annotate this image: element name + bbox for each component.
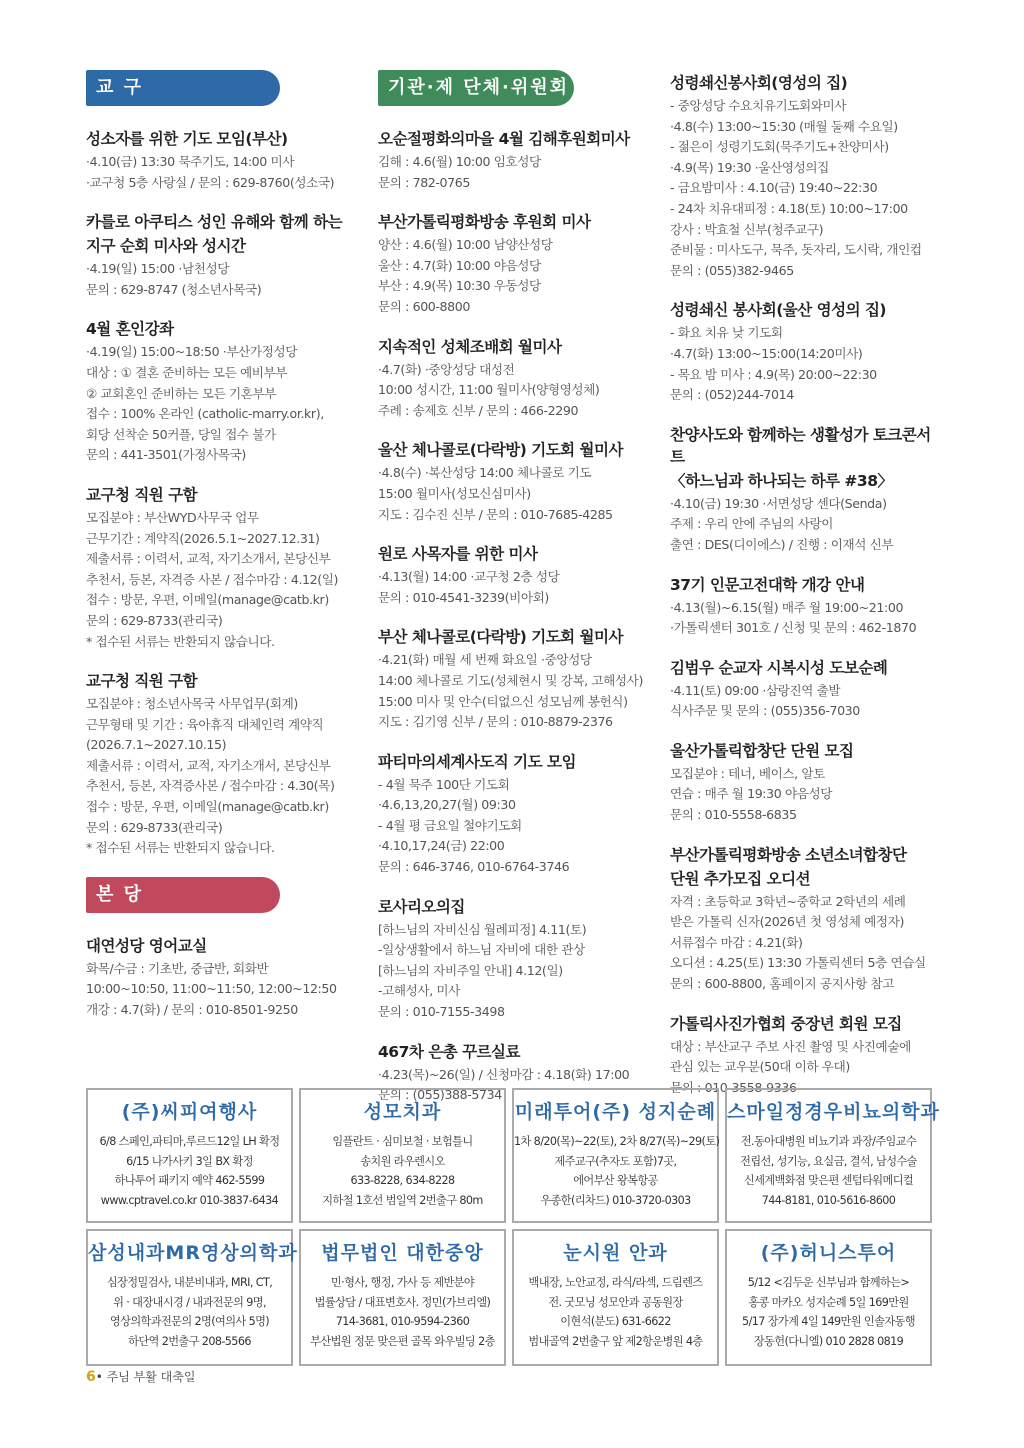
notice-item [86,935,358,1021]
notice-detail: 문의 : 782-0765 [378,174,471,190]
advertisement-line: 714-3681, 010-9594-2360 [335,1315,470,1329]
notice-detail: ·4.23(목)~26(일) / 신청마감 : 4.18(화) 17:00 [378,1066,630,1082]
advertisement-line: 6/15 나가사키 3일 BX 확정 [126,1154,253,1168]
notice-detail: ·4.11(토) 09:00 ·삼랑진역 출발 [670,682,841,698]
notice-detail: 제출서류 : 이력서, 교적, 자기소개서, 본당신부 [86,757,331,773]
notice-detail: (2026.7.1~2027.10.15) [86,737,227,753]
notice-detail: ·4.19(일) 15:00~18:50 ·부산가정성당 [86,344,297,360]
advertisement-line: 범내골역 2번출구 앞 제2항운병원 4층 [528,1334,703,1348]
advertisement-box [512,1088,719,1223]
notice-detail: 문의 : (055)388-5734 [378,1087,502,1103]
notice-item [378,211,650,317]
advertisement-title: 눈시원 안과 [563,1242,668,1264]
notice-detail: 관심 있는 교우분(50대 이하 우대) [670,1059,850,1075]
notice-title: 성령쇄신봉사회(영성의 집) [670,74,848,92]
notice-detail: 15:00 월미사(성모신심미사) [378,485,531,501]
notice-detail: 근무기간 : 계약직(2026.5.1~2027.12.31) [86,530,320,546]
notice-detail: 주제 : 우리 안에 주님의 사랑이 [670,516,834,532]
notice-detail: 근무형태 및 기간 : 육아휴직 대체인력 계약직 [86,716,324,732]
advertisement-title: 삼성내과MR영상의학과 [88,1242,298,1264]
notice-detail: ·4.8(수) ·복산성당 14:00 체나콜로 기도 [378,465,592,481]
notice-item [670,424,942,556]
notice-detail: 모집분야 : 테너, 베이스, 알토 [670,765,825,781]
column-middle [378,70,650,1124]
advertisement-line: 6/8 스페인,파티마,루르드12일 LH 확정 [99,1135,280,1148]
notice-detail: 부산 : 4.9(목) 10:30 우동성당 [378,278,541,294]
advertisement-title: 스마일정경우비뇨의학과 [727,1101,940,1123]
notice-title: 467차 은총 꾸르실료 [378,1042,520,1061]
advertisement-line: 송치원 라우렌시오 [360,1154,445,1168]
notice-title: 오순절평화의마을 4월 김해후원회미사 [378,130,630,148]
notice-detail: 10:00~10:50, 11:00~11:50, 12:00~12:50 [86,981,337,997]
notice-detail: ·4.8(수) 13:00~15:30 (매월 둘째 수요일) [670,118,898,134]
advertisement-grid [86,1088,942,1366]
advertisement-line: 하단역 2번출구 208-5566 [128,1334,251,1348]
notice-title: 〈하느님과 하나되는 하루 #38〉 [670,471,893,490]
advertisement-title: (주)허니스투어 [760,1242,897,1264]
advertisement-title: 미래투어(주) 성지순례 [514,1101,717,1123]
notice-title: 지구 순회 미사와 성시간 [86,237,246,256]
advertisement-title: 법무법인 대한중앙 [321,1242,484,1264]
advertisement-line: 신세계백화점 맞은편 센텀타워메디컬 [743,1174,914,1188]
notice-detail: 주례 : 송제호 신부 / 문의 : 466-2290 [378,402,579,418]
notice-detail: 출연 : DES(디이에스) / 진행 : 이재석 신부 [670,536,894,552]
notice-item [670,740,942,826]
advertisement-line: 법률상담 / 대표변호사. 정민(가브리엘) [314,1295,491,1309]
advertisement-title: (주)씨피여행사 [121,1101,258,1123]
notice-title: 성소자를 위한 기도 모임(부산) [86,130,288,148]
notice-detail: ·4.13(월) 14:00 ·교구청 2층 성당 [378,569,560,585]
notice-detail: 강사 : 박효철 신부(청주교구) [670,221,824,237]
notice-detail: 15:00 미사 및 안수(티없으신 성모님께 봉헌식) [378,693,628,709]
notice-detail: -일상생활에서 하느님 자비에 대한 관상 [378,942,585,958]
notice-detail: ·4.19(일) 15:00 ·남천성당 [86,261,230,277]
notice-detail: ·4.7(화) ·중앙성당 대성전 [378,361,515,377]
notice-item [378,751,650,878]
parish-items [86,935,358,1021]
notice-title: 카를로 아쿠티스 성인 유해와 함께 하는 [86,213,343,232]
notice-detail: - 4월 평 금요일 철야기도회 [378,817,522,833]
notice-detail: ·4.7(화) 13:00~15:00(14:20미사) [670,345,863,361]
advertisement-box [299,1229,506,1366]
notice-item [86,128,358,193]
notice-detail: 식사주문 및 문의 : (055)356-7030 [670,703,860,719]
notice-title: 부산 체나콜로(다락방) 기도회 월미사 [378,628,623,647]
notice-detail: [하느님의 자비신심 월례피정] 4.11(토) [378,921,587,937]
section-header-diocese: 교 구 [86,70,280,106]
notice-detail: ·4.6,13,20,27(월) 09:30 [378,797,516,813]
notice-detail: 개강 : 4.7(화) / 문의 : 010-8501-9250 [86,1002,298,1018]
notice-detail: 대상 : ① 결혼 준비하는 모든 예비부부 [86,364,288,380]
notice-detail: 지도 : 김수진 신부 / 문의 : 010-7685-4285 [378,506,613,522]
notice-detail: 문의 : (052)244-7014 [670,387,794,403]
notice-detail: - 금요밤미사 : 4.10(금) 19:40~22:30 [670,180,878,196]
notice-detail: ·4.10(금) 19:30 ·서면성당 센다(Senda) [670,495,887,511]
notice-detail: 회당 선착순 50커플, 당일 접수 불가 [86,426,276,442]
notice-title: 단원 추가모집 오디션 [670,869,811,888]
notice-detail: 14:00 체나콜로 기도(성체현시 및 강복, 고해성사) [378,672,643,688]
notice-item [378,896,650,1023]
notice-detail: 연습 : 매주 월 19:30 야음성당 [670,786,833,802]
notice-detail: 울산 : 4.7(화) 10:00 야음성당 [378,257,541,273]
column-right [670,72,942,1116]
notice-title: 울산 체나콜로(다락방) 기도회 월미사 [378,441,623,460]
notice-detail: 대상 : 부산교구 주보 사진 촬영 및 사진예술에 [670,1038,911,1054]
notice-item [378,128,650,193]
notice-item [378,626,650,732]
section-header-parish: 본 당 [86,877,280,913]
notice-detail: 접수 : 방문, 우편, 이메일(manage@catb.kr) [86,592,329,608]
advertisement-line: www.cptravel.co.kr 010-3837-6434 [100,1193,279,1207]
notice-detail: 문의 : 629-8733(관리국) [86,612,223,628]
notice-detail: 문의 : 646-3746, 010-6764-3746 [378,859,570,875]
notice-title: 가톨릭사진가협회 중장년 회원 모집 [670,1014,902,1033]
notice-detail: ·4.9(목) 19:30 ·울산영성의집 [670,159,829,175]
notice-detail: 모집분야 : 청소년사목국 사무업무(회계) [86,696,298,712]
notice-detail: 자격 : 초등학교 3학년~중학교 2학년의 세례 [670,893,906,909]
advertisement-title: 성모치과 [363,1101,442,1123]
notice-detail: 문의 : 441-3501(가정사목국) [86,447,246,463]
notice-item [86,670,358,859]
advertisement-line: 장동헌(다니엘) 010 2828 0819 [753,1334,904,1348]
advertisement-line: 심장정밀검사, 내분비내과, MRI, CT, [106,1276,273,1289]
notice-detail: 지도 : 김기영 신부 / 문의 : 010-8879-2376 [378,714,613,730]
notice-detail: ·4.13(월)~6.15(월) 매주 월 19:00~21:00 [670,599,904,615]
notice-title: 37기 인문고전대학 개강 안내 [670,575,865,594]
notice-detail: 제출서류 : 이력서, 교적, 자기소개서, 본당신부 [86,551,331,567]
notice-detail: ·4.21(화) 매월 세 번째 화요일 ·중앙성당 [378,652,592,668]
notice-title: 부산가톨릭평화방송 후원회 미사 [378,213,591,232]
page-number: 6 [86,1369,96,1385]
notice-detail: 접수 : 방문, 우편, 이메일(manage@catb.kr) [86,799,329,815]
notice-detail: 문의 : 629-8733(관리국) [86,819,223,835]
notice-item [670,72,942,281]
advertisement-line: 우종한(리차드) 010-3720-0303 [540,1193,691,1207]
notice-detail: 10:00 성시간, 11:00 월미사(양형영성체) [378,382,600,398]
notice-detail: * 접수된 서류는 반환되지 않습니다. [86,633,275,649]
notice-item [378,543,650,608]
notice-title: 찬양사도와 함께하는 생활성가 토크콘서트 [670,425,931,466]
advertisement-line: 전.동아대병원 비뇨기과 과장/주임교수 [740,1135,917,1148]
section-header-organizations: 기관·제 단체·위원회 [378,70,574,106]
notice-title: 대연성당 영어교실 [86,936,207,955]
advertisement-box [725,1088,940,1223]
notice-title: 울산가톨릭합창단 단원 모집 [670,741,854,760]
notice-item [86,484,358,652]
advertisement-line: 5/17 장가계 4일 149만원 인솔자동행 [742,1315,915,1329]
advertisement-line: 1차 8/20(목)~22(토), 2차 8/27(목)~29(토) [514,1135,720,1148]
advertisement-line: 홍콩 마카오 성지순례 5일 169만원 [748,1295,909,1309]
advertisement-line: 744-8181, 010-5616-8600 [761,1193,896,1207]
advertisement-box [299,1088,506,1223]
advertisement-box [725,1229,932,1366]
notice-detail: 모집분야 : 부산WYD사무국 업무 [86,509,259,525]
advertisement-line: 제주교구(추자도 포함)7곳, [554,1154,677,1168]
advertisement-box [86,1229,298,1366]
notice-detail: 준비물 : 미사도구, 묵주, 돗자리, 도시락, 개인컵 [670,242,922,258]
right-column-items [670,72,942,1098]
organization-items [378,128,650,1106]
notice-detail: 문의 : 010-7155-3498 [378,1004,505,1020]
notice-detail: 문의 : 629-8747 (청소년사목국) [86,281,262,297]
notice-detail: - 목요 밤 미사 : 4.9(목) 20:00~22:30 [670,366,877,382]
notice-title: 4월 혼인강좌 [86,320,174,339]
notice-detail: 받은 가톨릭 신자(2026년 첫 영성체 예정자) [670,914,904,930]
notice-detail: 문의 : 010-3558-9336 [670,1079,797,1095]
notice-detail: 추천서, 등본, 자격증사본 / 접수마감 : 4.30(목) [86,778,335,794]
notice-detail: 문의 : 600-8800 [378,298,471,314]
notice-item [670,299,942,405]
notice-title: 지속적인 성체조배회 월미사 [378,337,562,356]
notice-item [378,336,650,422]
footer-text: • 주님 부활 대축일 [95,1370,196,1384]
notice-detail: - 화요 치유 낮 기도회 [670,325,783,341]
notice-detail: - 중앙성당 수요치유기도회와미사 [670,98,847,113]
notice-detail: ② 교회혼인 준비하는 모든 기혼부부 [86,385,277,401]
diocese-items [86,128,358,859]
notice-detail: ·4.10(금) 13:30 묵주기도, 14:00 미사 [86,154,295,169]
advertisement-line: 지하철 1호선 범일역 2번출구 80m [322,1193,483,1207]
notice-detail: - 4월 묵주 100단 기도회 [378,776,510,792]
notice-item [670,574,942,639]
notice-item [670,657,942,722]
notice-title: 김범우 순교자 시복시성 도보순례 [670,658,888,677]
advertisement-line: 백내장, 노안교정, 라식/라섹, 드림렌즈 [528,1276,703,1289]
advertisement-box [512,1229,719,1366]
notice-detail: 문의 : 600-8800, 홈페이지 공지사항 참고 [670,976,895,992]
advertisement-line: 이현석(분도) 631-6622 [560,1315,671,1329]
notice-title: 원로 사목자를 위한 미사 [378,545,538,564]
notice-detail: - 젊은이 성령기도회(묵주기도+찬양미사) [670,139,889,155]
notice-detail: 문의 : (055)382-9465 [670,262,794,278]
advertisement-line: 부산법원 정문 맞은편 골목 와우빌딩 2층 [310,1334,495,1348]
advertisement-line: 하나투어 패키지 예약 462-5599 [114,1174,265,1188]
notice-detail: 김해 : 4.6(월) 10:00 임호성당 [378,154,541,169]
notice-item [378,439,650,525]
notice-detail: - 24차 치유대피정 : 4.18(토) 10:00~17:00 [670,200,908,216]
notice-title: 부산가톨릭평화방송 소년소녀합창단 [670,845,907,864]
advertisement-line: 전립선, 성기능, 요실금, 결석, 남성수술 [740,1154,917,1168]
notice-detail: * 접수된 서류는 반환되지 않습니다. [86,840,275,856]
notice-detail: 추천서, 등본, 자격증 사본 / 접수마감 : 4.12(일) [86,571,339,587]
notice-detail: [하느님의 자비주일 안내] 4.12(일) [378,962,563,978]
advertisement-line: 위 · 대장내시경 / 내과전문의 9명, [113,1295,266,1309]
notice-detail: ·4.10,17,24(금) 22:00 [378,838,505,854]
advertisement-line: 민·형사, 행정, 가사 등 제반분야 [330,1276,475,1289]
advertisement-line: 633-8228, 634-8228 [350,1174,455,1188]
notice-detail: 양산 : 4.6(월) 10:00 남양산성당 [378,237,553,253]
notice-title: 교구청 직원 구함 [86,672,198,691]
advertisement-line: 영상의학과전문의 2명(여의사 5명) [109,1315,270,1329]
notice-detail: ·가톨릭센터 301호 / 신청 및 문의 : 462-1870 [670,620,917,636]
notice-title: 파티마의세계사도직 기도 모임 [378,752,576,771]
notice-detail: 접수 : 100% 온라인 (catholic-marry.or.kr), [86,406,324,422]
notice-detail: 서류접수 마감 : 4.21(화) [670,934,803,950]
notice-item [86,318,358,466]
column-left [86,70,358,1039]
advertisement-line: 전. 굿모닝 성모안과 공동원장 [548,1295,683,1309]
notice-item [670,1013,942,1099]
notice-detail: -고해성사, 미사 [378,983,460,999]
notice-detail: ·교구청 5층 사랑실 / 문의 : 629-8760(성소국) [86,174,335,190]
advertisement-line: 5/12 <김두운 신부님과 함께하는> [747,1276,910,1289]
advertisement-line: 에어부산 왕복항공 [573,1174,658,1188]
notice-title: 로사리오의집 [378,897,465,916]
notice-detail: 화목/수금 : 기초반, 중급반, 회화반 [86,960,269,976]
notice-detail: 문의 : 010-5558-6835 [670,807,797,823]
page-footer [86,1368,195,1385]
advertisement-box [86,1088,293,1223]
notice-title: 교구청 직원 구함 [86,485,198,504]
notice-detail: 오디션 : 4.25(토) 13:30 가톨릭센터 5층 연습실 [670,955,926,971]
notice-detail: 문의 : 010-4541-3239(비아회) [378,589,549,605]
advertisement-line: 임플란트 · 심미보철 · 보험틀니 [332,1135,473,1148]
notice-item [670,844,942,995]
notice-title: 성령쇄신 봉사회(울산 영성의 집) [670,301,887,320]
notice-item [86,211,358,300]
